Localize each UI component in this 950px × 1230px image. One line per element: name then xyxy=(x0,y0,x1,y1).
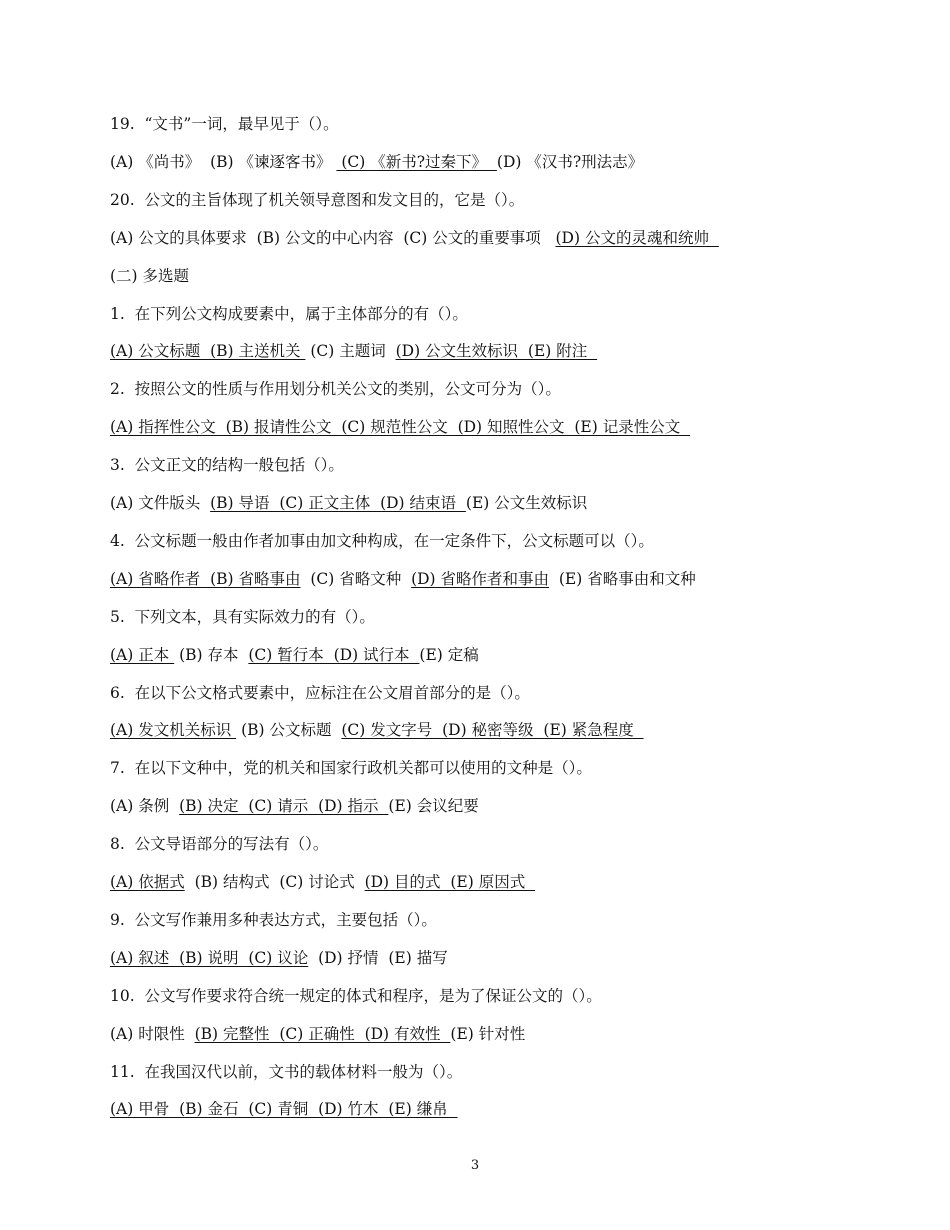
text-segment: 10. 公文写作要求符合统一规定的体式和程序，是为了保证公文的（）。 xyxy=(110,986,602,1005)
text-line xyxy=(110,417,690,437)
text-line xyxy=(110,720,644,740)
text-line xyxy=(110,758,592,778)
answer-segment: (A) 公文标题 (B) 主送机关 xyxy=(110,342,306,361)
text-line xyxy=(110,266,189,286)
text-line xyxy=(110,569,696,589)
text-segment: 2. 按照公文的性质与作用划分机关公文的类别，公文可分为（）。 xyxy=(110,380,561,399)
text-line xyxy=(110,152,643,172)
answer-segment: (A) 指挥性公文 (B) 报请性公文 (C) 规范性公文 (D) 知照性公文 (E) 记录性公文 xyxy=(110,418,691,437)
text-segment: (E) 公文生效标识 xyxy=(465,494,588,512)
text-segment: (E) 定稿 xyxy=(419,645,479,664)
text-line xyxy=(110,796,479,816)
answer-segment: (B) 完整性 (C) 正确性 (D) 有效性 xyxy=(194,1024,451,1043)
text-segment: (A) 公文的具体要求 (B) 公文的中心内容 (C) 公文的重要事项 xyxy=(110,228,556,247)
text-line xyxy=(110,379,561,399)
text-segment: (A) 时限性 xyxy=(110,1024,195,1043)
answer-segment: (B) 导语 (C) 正文主体 (D) 结束语 xyxy=(210,494,466,512)
answer-segment: (A) 甲骨 (B) 金石 (C) 青铜 (D) 竹木 (E) 缣帛 xyxy=(110,1100,458,1119)
text-segment: 9. 公文写作兼用多种表达方式，主要包括（）。 xyxy=(110,910,437,929)
answer-segment: (D) 目的式 (E) 原因式 xyxy=(364,873,536,891)
text-line xyxy=(110,948,448,968)
text-segment: (E) 省略事由和文种 xyxy=(549,569,696,588)
text-line xyxy=(110,531,654,551)
text-line xyxy=(110,1099,458,1119)
text-segment: 8. 公文导语部分的写法有（）。 xyxy=(110,835,329,854)
text-segment: (A) 条例 xyxy=(110,797,180,816)
answer-segment: (D) 省略作者和事由 xyxy=(411,569,550,588)
text-segment: 7. 在以下文种中，党的机关和国家行政机关都可以使用的文种是（）。 xyxy=(110,759,592,778)
text-segment: (B) 公文标题 xyxy=(236,721,342,740)
text-segment: (A) 文件版头 xyxy=(110,494,211,512)
text-segment: (二) 多选题 xyxy=(110,266,190,285)
answer-segment: (D) 公文的灵魂和统帅 xyxy=(555,228,719,247)
text-segment: (C) 主题词 xyxy=(305,342,396,361)
text-line xyxy=(110,834,328,854)
text-line xyxy=(110,190,524,210)
answer-segment: (C) 发文字号 (D) 秘密等级 (E) 紧急程度 xyxy=(341,721,644,740)
text-segment: 11. 在我国汉代以前，文书的载体材料一般为（）。 xyxy=(110,1062,463,1081)
text-segment: (C) 省略文种 xyxy=(300,569,412,588)
answer-segment: (A) 依据式 xyxy=(110,873,185,891)
answer-segment: (A) 叙述 (B) 说明 (C) 议论 xyxy=(110,948,309,967)
text-line xyxy=(110,228,719,248)
text-line xyxy=(110,304,468,324)
text-line xyxy=(110,607,375,627)
text-segment: (E) 会议纪要 xyxy=(388,797,479,816)
text-segment: (B) 结构式 (C) 讨论式 xyxy=(184,873,365,891)
answer-segment: (B) 决定 (C) 请示 (D) 指示 xyxy=(179,797,389,816)
text-line xyxy=(110,1024,525,1044)
text-segment: 1. 在下列公文构成要素中，属于主体部分的有（）。 xyxy=(110,304,468,323)
answer-segment: (C) 暂行本 (D) 试行本 xyxy=(248,645,420,664)
text-segment: (A) 《尚书》 (B) 《谏逐客书》 xyxy=(110,152,337,171)
text-line xyxy=(110,910,437,930)
text-line xyxy=(110,986,602,1006)
text-segment: 19. “文书”一词，最早见于（）。 xyxy=(110,115,339,133)
text-segment: (D) 《汉书?刑法志》 xyxy=(496,152,644,171)
text-segment: (B) 存本 xyxy=(174,645,249,664)
text-segment: 4. 公文标题一般由作者加事由加文种构成，在一定条件下，公文标题可以（）。 xyxy=(110,531,654,550)
text-line xyxy=(110,341,597,361)
answer-segment: (D) 公文生效标识 (E) 附注 xyxy=(395,342,598,361)
text-line xyxy=(110,455,344,475)
text-line xyxy=(110,683,530,703)
text-line xyxy=(110,872,535,892)
text-line xyxy=(110,1062,462,1082)
answer-segment: (A) 正本 xyxy=(110,645,175,664)
text-segment: (D) 抒情 (E) 描写 xyxy=(308,948,448,967)
text-segment: 3. 公文正文的结构一般包括（）。 xyxy=(110,456,344,475)
text-segment: 6. 在以下公文格式要素中，应标注在公文眉首部分的是（）。 xyxy=(110,683,530,702)
answer-segment: (A) 省略作者 (B) 省略事由 xyxy=(110,569,301,588)
text-segment: (E) 针对性 xyxy=(450,1024,526,1043)
page-number: 3 xyxy=(470,1158,480,1173)
answer-segment: (C) 《新书?过秦下》 xyxy=(336,152,497,171)
answer-segment: (A) 发文机关标识 xyxy=(110,721,237,740)
text-segment: 20. 公文的主旨体现了机关领导意图和发文目的，它是（）。 xyxy=(110,190,525,209)
text-line xyxy=(110,114,339,134)
text-line xyxy=(110,493,587,513)
text-segment: 5. 下列文本，具有实际效力的有（）。 xyxy=(110,607,375,626)
text-line xyxy=(110,645,479,665)
